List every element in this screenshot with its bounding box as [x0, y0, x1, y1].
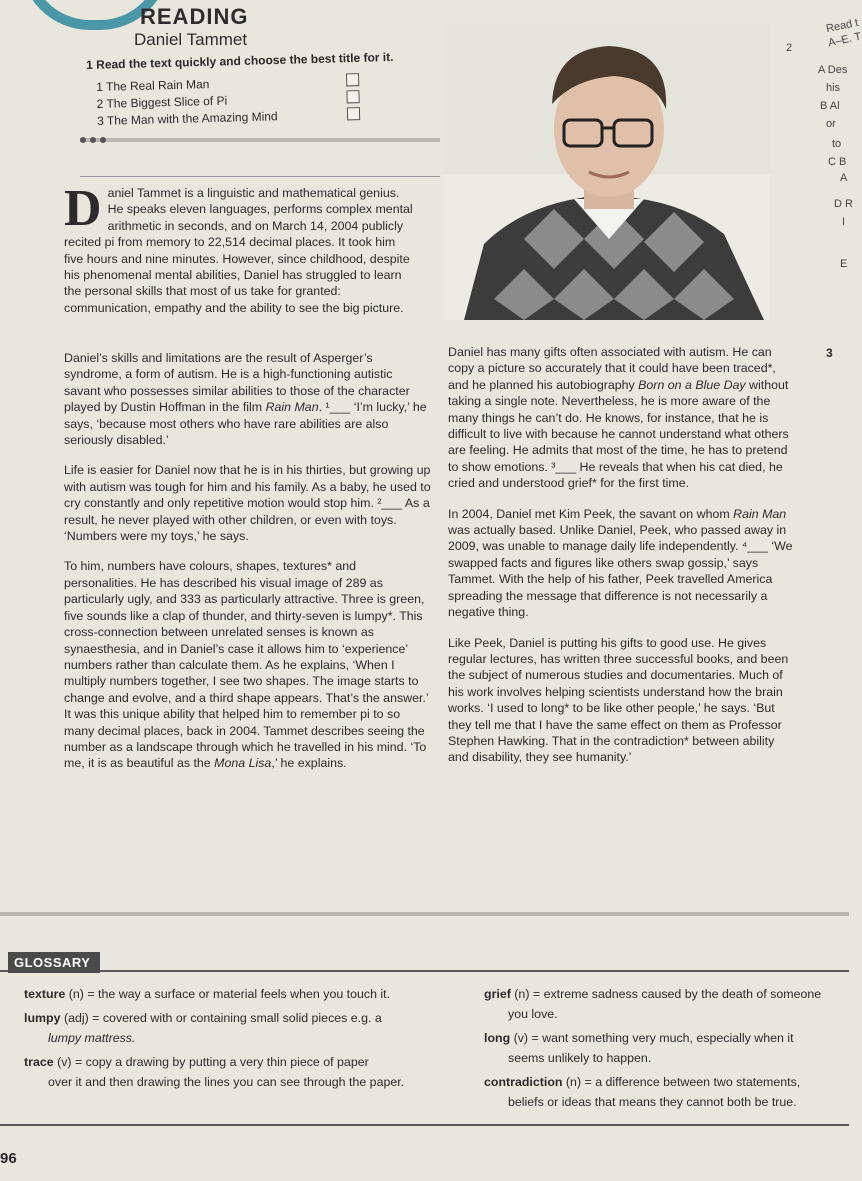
divider-rule: [80, 176, 440, 177]
portrait-photo: [444, 24, 770, 320]
checkbox[interactable]: [346, 90, 359, 103]
paragraph: Like Peek, Daniel is putting his gifts to good use. He gives regular lectures, has written three successful books, and been the subject of numerous studies and documentaries. Much of his work involves helping scientists understand how the brain works. ‘I used to long* to be like other people,’ he says. ‘But they tell me that I have the same effect on them as Professor Stephen Hawking. That in the contradiction* between ability and disability, they see humanity.’: [448, 635, 789, 765]
article-subtitle: Daniel Tammet: [134, 30, 248, 49]
paragraph: To him, numbers have colours, shapes, textures* and personalities. He has described his visual image of 289 as particularly ugly, and 333 as particularly attractive. Three is green, five sounds like a clap of thunder, and thirty-seven is lumpy*. This cross-connection between unrelated senses is known as synaesthesia, and in Daniel’s case it allows him to ‘experience’ numbers rather than calculate them. As he explains, ‘When I multiply numbers together, I see two shapes. The image starts to change and evolve, and a third shape appears. That’s the answer.’: [64, 559, 429, 705]
glossary-header: [0, 952, 849, 974]
right-column: [448, 344, 798, 780]
paragraph: Daniel has many gifts often associated with autism. He can copy a picture so accurately that it could have been traced*, and he planned his autobiography Born on a Blue Day without taking a single note. Nevertheless, he is more aware of the many things he can’t do. He knows, for instance, that he is difficult to live with because he cannot understand what others are feeling. He admits that most of the time, he has to pretend to show emotions. ³___ He reveals that when his cat died, he cried and understood grief* for the first time.: [448, 345, 789, 491]
drop-cap: D: [64, 180, 102, 237]
glossary-entry: texture (n) = the way a surface or material feels when you touch it.: [24, 987, 391, 1001]
glossary-divider: [0, 912, 849, 916]
glossary-left: [24, 984, 464, 1096]
glossary-entry: contradiction (n) = a difference between two statements, beliefs or ideas that means they cannot both be true.: [484, 1075, 801, 1109]
adjacent-question-number: 3: [826, 346, 833, 360]
paragraph: Life is easier for Daniel now that he is in his thirties, but growing up with autism was tough for him and his family. As a baby, he used to cry constantly and only repetitive motion would stop him. ²___ As a result, he never played with other children, or even with toys. ‘Numbers were my toys,’ he says.: [64, 463, 431, 544]
glossary-entry: trace (v) = copy a drawing by putting a very thin piece of paper over it and then drawing the lines you can see through the paper.: [24, 1055, 405, 1089]
title-options: [96, 71, 360, 129]
checkbox[interactable]: [347, 107, 360, 120]
glossary-label: GLOSSARY: [8, 952, 100, 973]
bottom-rule: [0, 1124, 849, 1126]
title-option[interactable]: 1 The Real Rain Man: [96, 71, 359, 95]
glossary-right: [484, 984, 849, 1116]
checkbox[interactable]: [346, 73, 359, 86]
paragraph: In 2004, Daniel met Kim Peek, the savant on whom Rain Man was actually based. Unlike Daniel, Peek, who passed away in 2009, was unable to manage daily life independently. ⁴___ ‘We swapped facts and figures like others swap gossip,’ says Tammet. With the help of his father, Peek travelled America spreading the message that difference is not necessarily a negative thing.: [448, 506, 793, 620]
page-number: 96: [0, 1150, 17, 1167]
portrait-illustration: [444, 24, 770, 320]
section-title: READING: [140, 4, 249, 29]
glossary-entry: grief (n) = extreme sadness caused by the death of someone you love.: [484, 987, 822, 1021]
paragraph: Daniel’s skills and limitations are the result of Asperger’s syndrome, a form of autism. He is a high-functioning autistic savant who possesses similar abilities to those of the character played by Dustin Hoffman in the film Rain Man. ¹___ ‘I’m lucky,’ he says, ‘because most others who have rare abilities are also seriously disabled.’: [64, 351, 427, 448]
task-instruction: 1 Read the text quickly and choose the best title for it.: [86, 49, 394, 72]
divider-bar: [80, 138, 440, 142]
left-column: [64, 350, 432, 786]
title-option[interactable]: 3 The Man with the Amazing Mind: [97, 105, 360, 129]
glossary-entry: lumpy (adj) = covered with or containing small solid pieces e.g. a lumpy mattress.: [24, 1011, 382, 1045]
paragraph: It was this unique ability that helped him to remember pi to so many decimal places, back in 2004. Tammet describes seeing the number as a landscape through which he travelled in his mind. ‘To me, it is as beautiful as the Mona Lisa,’ he explains.: [64, 707, 427, 771]
title-option[interactable]: 2 The Biggest Slice of Pi: [96, 88, 359, 112]
intro-paragraph: Daniel Tammet is a linguistic and mathematical genius. He speaks eleven languages, performs complex mental arithmetic in seconds, and on March 14, 2004 publicly recited pi from memory to 22,514 decimal places. It took him five hours and nine minutes. However, since childhood, despite his phenomenal mental abilities, Daniel has struggled to learn the personal skills that most of us take for granted: communication, empathy and the ability to see the big picture.: [64, 180, 413, 315]
adjacent-page-fragments: Read t A–E. T 2 A Des his B Al or to C B A D R I E: [786, 16, 862, 270]
glossary-entry: long (v) = want something very much, especially when it seems unlikely to happen.: [484, 1031, 794, 1065]
